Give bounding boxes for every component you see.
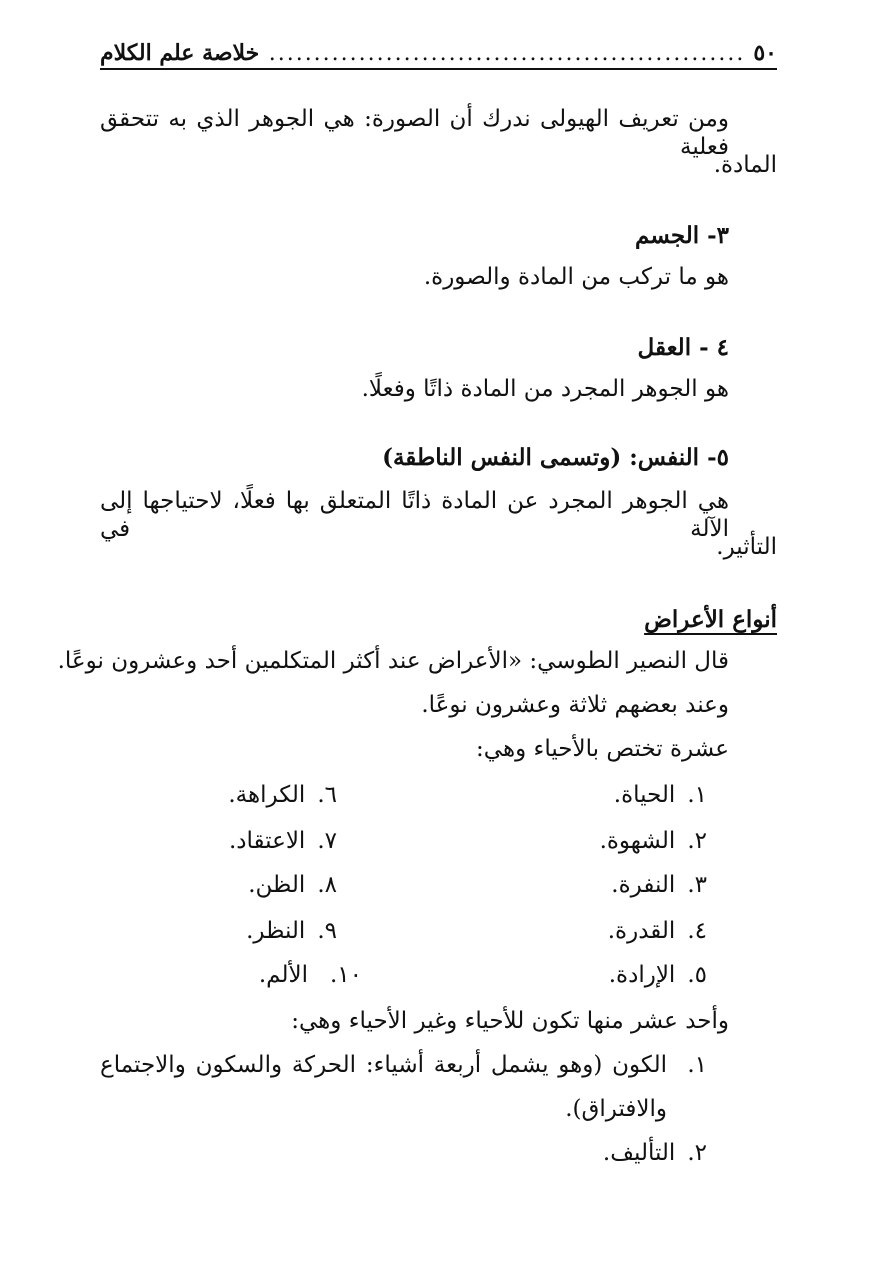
- paragraph-line: المادة.: [713, 152, 777, 178]
- section-heading: أنواع الأعراض: [644, 606, 777, 633]
- running-header: [100, 30, 777, 70]
- section-title: ٤ - العقل: [637, 334, 729, 361]
- list-item: ٢.الشهوة.: [599, 828, 707, 854]
- list-item: ١٠.الألم.: [258, 962, 362, 988]
- list-item: ٣.النفرة.: [611, 872, 707, 898]
- list-item: ٩.النظر.: [246, 918, 337, 944]
- paragraph-line: وأحد عشر منها تكون للأحياء وغير الأحياء وهي:: [291, 1008, 729, 1034]
- paragraph-line: وعند بعضهم ثلاثة وعشرون نوعًا.: [421, 692, 729, 718]
- list-item: ٥.الإرادة.: [608, 962, 707, 988]
- list-item: ٧.الاعتقاد.: [228, 828, 337, 854]
- paragraph-line: التأثير.: [716, 534, 777, 560]
- list-item: ٤.القدرة.: [607, 918, 707, 944]
- list-item: ٢.التأليف.: [602, 1140, 707, 1166]
- list-item: ٨.الظن.: [248, 872, 337, 898]
- section-title: ٥- النفس: (وتسمى النفس الناطقة): [382, 444, 729, 471]
- list-item-text: الكون (وهو يشمل أربعة أشياء: الحركة والسكون والاجتماع: [100, 1052, 667, 1078]
- list-item: ٦.الكراهة.: [228, 782, 337, 808]
- paragraph-line: هو ما تركب من المادة والصورة.: [423, 264, 729, 290]
- paragraph-line: قال النصير الطوسي: «الأعراض عند أكثر المتكلمين أحد وعشرون نوعًا.: [57, 648, 729, 674]
- leader-dots: [267, 41, 745, 66]
- list-item-text: والافتراق).: [565, 1096, 667, 1122]
- paragraph-line: هو الجوهر المجرد من المادة ذاتًا وفعلًا.: [361, 376, 729, 402]
- page-number: ٥٠: [753, 40, 777, 66]
- paragraph-line: عشرة تختص بالأحياء وهي:: [476, 736, 729, 762]
- book-title: خلاصة علم الكلام: [100, 40, 260, 66]
- list-item: ١.الحياة.: [613, 782, 707, 808]
- paragraph-line: ومن تعريف الهيولى ندرك أن الصورة: هي الجوهر الذي به تتحقق فعلية: [100, 106, 729, 160]
- list-item-number: ١.: [687, 1052, 707, 1078]
- section-title: ٣- الجسم: [635, 222, 729, 249]
- paragraph-line: هي الجوهر المجرد عن المادة ذاتًا المتعلق بها فعلًا، لاحتياجها إلى الآلة في: [100, 488, 729, 542]
